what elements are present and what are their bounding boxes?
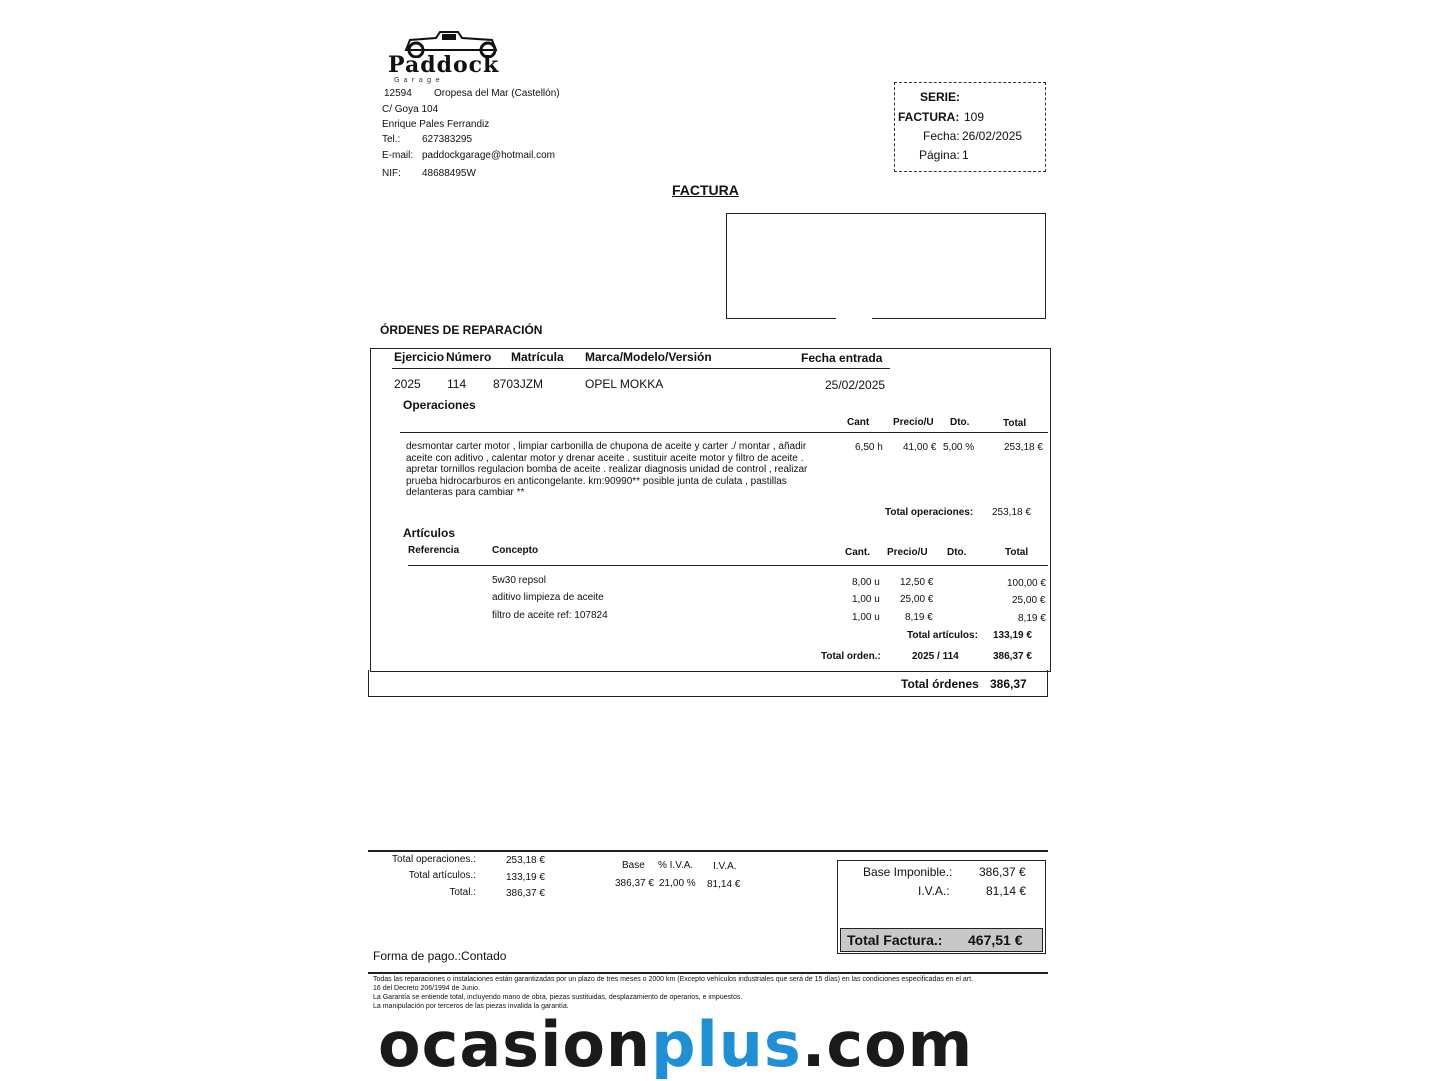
legal-text [373,975,973,1011]
order-matricula: 8703JZM [493,377,544,391]
pagina-label: Página: [919,148,960,162]
legal-line: 16 del Decreto 206/1994 de Junio. [373,985,481,992]
orders-box-side-line-left [368,670,369,697]
email-value: paddockgarage@hotmail.com [422,150,556,161]
op-col-precio: Precio/U [893,417,934,428]
order-ejercicio: 2025 [394,377,421,391]
street: C/ Goya 104 [382,104,439,115]
total-orden-value: 386,37 € [993,651,1032,662]
client-box-line-right [872,318,1045,319]
legal-line: La Garantía se entiende total, incluyendo mano de obra, piezas sustituidas, desplazamiento de operarios, e impuestos. [373,994,743,1001]
serie-label: SERIE: [920,90,961,104]
op-total: 253,18 € [1004,442,1043,453]
op-col-total: Total [1003,418,1027,429]
total-ordenes-value: 386,37 [990,677,1027,691]
op-col-dto: Dto. [950,417,970,428]
art-precio: 12,50 € [900,577,934,588]
legal-top-line [368,972,1048,974]
orders-box-side-line [1047,670,1048,697]
art-col-total: Total [1005,547,1029,558]
ordenes-title: ÓRDENES DE REPARACIÓN [380,323,543,337]
tel-label: Tel.: [382,134,401,145]
op-desc-line: delanteras para cambiar ** [406,487,525,498]
base-imponible-label: Base Imponible.: [863,865,953,879]
forma-pago: Forma de pago.:Contado [373,949,507,963]
sum-iva: 81,14 € [707,879,741,890]
art-col-dto: Dto. [947,547,967,558]
art-cant: 1,00 u [852,612,880,623]
owner-name: Enrique Pales Ferrandiz [382,119,490,130]
op-cant: 6,50 h [855,442,883,453]
art-cant: 8,00 u [852,577,880,588]
art-precio: 25,00 € [900,594,934,605]
op-desc-line: apretar tornillos regulacion bomba de aceite . realizar diagnosis unidad de control , realizar [406,464,808,475]
art-col-ref: Referencia [408,545,460,556]
client-address-box [726,213,1046,319]
art-total: 100,00 € [1007,578,1046,589]
invoice-title: FACTURA [672,182,739,198]
sum-iva-pct: 21,00 % [659,878,696,889]
logo-subtitle: Garage [394,76,444,84]
sum-total-articulos-label: Total artículos.: [408,870,476,881]
operation-description [406,441,807,499]
sum-total-articulos: 133,19 € [506,872,545,883]
col-matricula: Matrícula [511,350,564,364]
art-col-cant: Cant. [845,547,870,558]
total-factura-label: Total Factura.: [847,932,943,948]
client-box-line-left [726,318,836,319]
art-total: 8,19 € [1018,613,1046,624]
order-header-underline [392,368,890,369]
fecha-value: 26/02/2025 [962,129,1023,143]
tel-value: 627383295 [422,134,473,145]
art-total: 25,00 € [1012,595,1046,606]
col-ejercicio: Ejercicio [394,350,445,364]
sum-base: 386,37 € [615,878,654,889]
pagina-value: 1 [962,148,969,162]
nif-label: NIF: [382,168,401,179]
articulos-title: Artículos [403,526,456,540]
company-logo [388,30,513,85]
op-desc-line: desmontar carter motor , limpiar carbonilla de chupona de aceite y carter ./ montar , añadir [406,441,807,452]
sum-total-operaciones: 253,18 € [506,855,545,866]
city: Oropesa del Mar (Castellón) [434,88,560,99]
fecha-label: Fecha: [923,129,960,143]
sum-base-label: Base [622,860,645,871]
total-factura-value: 467,51 € [968,932,1023,948]
col-fecha: Fecha entrada [801,351,883,365]
sum-total-label: Total.: [449,887,476,898]
invoice-info-box [894,82,1046,172]
art-concepto: aditivo limpieza de aceite [492,592,604,603]
order-marca: OPEL MOKKA [585,377,664,391]
watermark-part-plus: plus [651,1008,802,1081]
art-precio: 8,19 € [905,612,933,623]
op-desc-line: aceite con aditivo , calentar motor y drenar aceite . sustituir aceite motor y filtro de aceite . [406,452,804,464]
art-concepto: filtro de aceite ref: 107824 [492,610,608,621]
factura-number: 109 [964,110,985,124]
art-concepto: 5w30 repsol [492,575,546,586]
op-header-underline [400,432,1048,433]
summary-top-line [368,850,1048,852]
op-col-cant: Cant [847,417,870,428]
op-desc-line: prueba hidrocarburos en anticongelante. km:90990** posible junta de culata , pastillas [406,475,787,487]
art-col-precio: Precio/U [887,547,928,558]
art-header-underline [408,565,1048,566]
legal-line: Todas las reparaciones o instalaciones están garantizadas por un plazo de tres meses o 2000 km (Excepto vehículos industriales que será de 15 días) en las condiciones especificadas en el art. [373,976,974,983]
watermark-logo [378,1010,973,1080]
total-operaciones-value: 253,18 € [992,507,1031,518]
postal-code: 12594 [384,88,412,99]
watermark-part-com: .com [801,1008,974,1081]
total-articulos-value: 133,19 € [993,630,1032,641]
base-imponible-value: 386,37 € [979,865,1026,879]
sum-total: 386,37 € [506,888,545,899]
nif-value: 48688495W [422,168,476,179]
total-ordenes-label: Total órdenes [901,677,979,691]
iva-box-value: 81,14 € [986,884,1027,898]
col-numero: Número [446,350,492,364]
art-col-concepto: Concepto [492,545,539,556]
sum-iva-label: I.V.A. [713,861,737,872]
col-marca: Marca/Modelo/Versión [585,350,712,364]
total-articulos-label: Total artículos: [907,630,978,641]
sum-iva-pct-label: % I.V.A. [658,860,694,871]
email-label: E-mail: [382,150,414,161]
operaciones-title: Operaciones [403,398,476,412]
art-cant: 1,00 u [852,594,880,605]
watermark-part-ocasion: ocasion [378,1008,652,1081]
total-orden-label: Total orden.: [821,651,881,662]
legal-line: La manipulación por terceros de las piezas invalida la garantía. [373,1003,569,1010]
order-numero: 114 [447,377,467,391]
iva-box-label: I.V.A.: [918,884,950,898]
op-precio: 41,00 € [903,442,937,453]
logo-name: Paddock [388,52,500,78]
total-orden-ref: 2025 / 114 [912,651,959,662]
order-fecha: 25/02/2025 [825,378,886,392]
orders-box-bottom-line [368,696,1048,697]
op-dto: 5,00 % [943,442,975,453]
sum-total-operaciones-label: Total operaciones.: [392,854,476,865]
total-operaciones-label: Total operaciones: [885,507,974,518]
factura-label: FACTURA: [898,110,960,124]
